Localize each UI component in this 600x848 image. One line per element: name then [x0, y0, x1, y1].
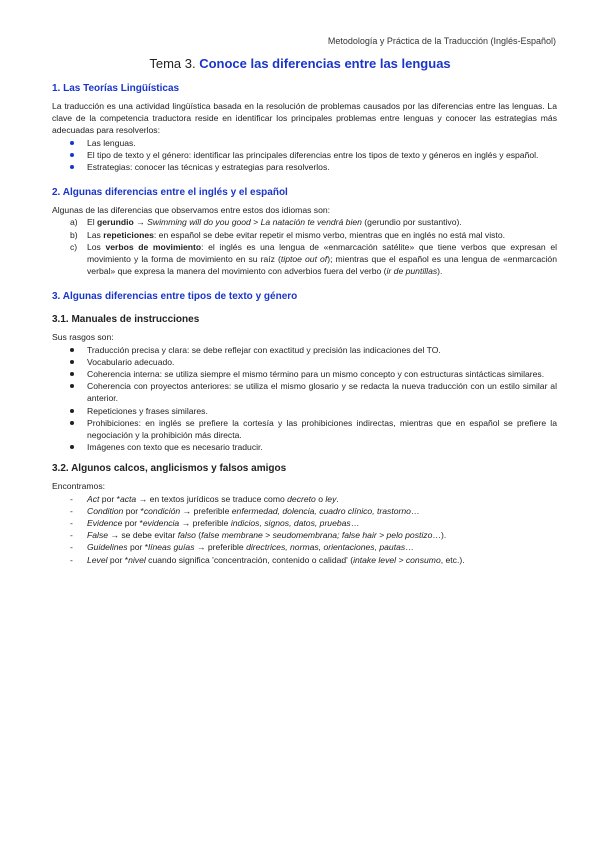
subsection-3-2-list	[52, 493, 557, 566]
text-run: .	[336, 493, 339, 504]
list-marker: -	[70, 542, 73, 553]
section-3-heading: 3. Algunas diferencias entre tipos de texto y género	[52, 291, 298, 303]
text-run: → preferible	[179, 518, 231, 529]
example-english: Swimming will do you good	[147, 217, 251, 228]
text-run: …	[405, 542, 414, 553]
text-run: Condition	[87, 505, 124, 516]
text-run: →	[133, 217, 148, 228]
list-item	[52, 493, 557, 505]
text-run: , etc.).	[440, 554, 465, 565]
text-run: → se debe evitar	[108, 530, 178, 541]
section-2-heading: 2. Algunas diferencias entre el inglés y el español	[52, 187, 288, 199]
subsection-3-2-heading: 3.2. Algunos calcos, anglicismos y falsos amigos	[52, 463, 287, 475]
list-item: El tipo de texto y el género: identificar las principales diferencias entre los tipos de texto y géneros en inglés y español.	[52, 149, 557, 161]
text-run: (	[195, 530, 202, 541]
text-run: intake level > consumo	[353, 554, 441, 565]
text-run: líneas guías	[148, 542, 195, 553]
list-marker: b)	[70, 229, 78, 240]
text-run: ley	[325, 493, 337, 504]
text-run: por *	[127, 542, 149, 553]
list-item: Traducción precisa y clara: se debe reflejar con exactitud y precisión las indicaciones del TO.	[52, 344, 557, 356]
list-marker: a)	[70, 217, 78, 228]
example-spanish: La natación te vendrá bien	[260, 217, 362, 228]
list-item: Coherencia interna: se utiliza siempre el mismo término para un mismo concepto y con estructuras sintácticas similares.	[52, 368, 557, 380]
text-run: ).	[437, 266, 443, 277]
text-run: por *	[122, 518, 143, 529]
example-english: tiptoe out of	[280, 254, 328, 265]
text-run: Los	[87, 241, 106, 252]
text-run: indicios, signos, datos, pruebas	[230, 518, 351, 529]
text-run: por *	[99, 493, 120, 504]
text-run: false membrane > seudomembrana; false hair > pelo postizo	[201, 530, 433, 541]
list-item: Coherencia con proyectos anteriores: se utiliza el mismo glosario y se redacta la nueva traducción con un estilo similar al anterior.	[52, 380, 557, 404]
text-run: Las	[87, 229, 104, 240]
list-marker: -	[70, 493, 73, 504]
list-item: Prohibiciones: en inglés se prefiere la cortesía y las prohibiciones indirectas, mientras que en español se prefiere la negociación y la prohibición más directa.	[52, 417, 557, 441]
title-emphasis: Conoce las diferencias entre las lenguas	[199, 56, 451, 71]
text-run: acta	[119, 493, 137, 504]
document-body	[52, 82, 557, 566]
list-marker: -	[70, 505, 73, 516]
text-run: …	[350, 518, 360, 529]
text-run: Level	[87, 554, 108, 565]
section-1-heading: 1. Las Teorías Lingüísticas	[52, 83, 180, 94]
list-item	[52, 505, 557, 517]
section-1-intro: La traducción es una actividad lingüística basada en la resolución de problemas causados por las diferencias entre las lenguas. La clave de la competencia traductora reside en identificar los principales problemas entre lenguas y conocer las estrategias más adecuadas para resolverlos:	[52, 101, 557, 136]
text-run: directrices, normas, orientaciones, pautas	[246, 542, 406, 553]
list-marker: c)	[70, 241, 78, 252]
bold-term: repeticiones	[103, 229, 154, 240]
section-1-list	[52, 137, 557, 174]
list-item	[52, 517, 557, 529]
list-item: Vocabulario adecuado.	[52, 356, 557, 368]
text-run: Act	[87, 493, 100, 504]
list-marker: -	[70, 554, 73, 565]
subsection-3-1-list	[52, 344, 557, 454]
list-item: Repeticiones y frases similares.	[52, 405, 557, 417]
text-run: (gerundio por sustantivo).	[361, 217, 462, 228]
list-item: Las lenguas.	[52, 137, 557, 149]
text-run: por *	[107, 554, 129, 565]
list-item	[52, 554, 557, 566]
list-marker: -	[70, 518, 73, 529]
text-run: : en español se debe evitar repetir el mismo verbo, mientras que en inglés no está mal visto.	[153, 229, 505, 240]
text-run: >	[250, 217, 261, 228]
text-run: cuando significa 'concentración, contenido o calidad' (	[145, 554, 354, 565]
list-item	[52, 229, 557, 241]
text-run: → preferible	[180, 505, 232, 516]
text-run: Guidelines	[87, 542, 128, 553]
text-run: condición	[143, 505, 181, 516]
list-item	[52, 241, 557, 278]
section-2-intro: Algunas de las diferencias que observamos entre estos dos idiomas son:	[52, 205, 331, 216]
text-run: → preferible	[194, 542, 247, 553]
list-item	[52, 216, 557, 228]
title-prefix: Tema 3.	[149, 56, 196, 71]
list-item	[52, 541, 557, 553]
example-spanish: ir de puntillas	[386, 266, 438, 277]
list-item	[52, 529, 557, 541]
list-item: Imágenes con texto que es necesario traducir.	[52, 441, 557, 453]
section-2-list	[52, 216, 557, 277]
list-marker: -	[70, 530, 73, 541]
text-run: → en textos jurídicos se traduce como	[136, 493, 288, 504]
list-item: Estrategias: conocer las técnicas y estrategias para resolverlos.	[52, 161, 557, 173]
text-run: decreto	[287, 493, 316, 504]
text-run: por *	[123, 505, 144, 516]
running-header: Metodología y Práctica de la Traducción (Inglés-Español)	[327, 36, 556, 46]
text-run: : el inglés es una lengua de «enmarcación satélite» que tiene verbos que expresan el movimiento y la forma de movimiento en su raíz (	[87, 241, 558, 265]
page-title	[0, 56, 600, 71]
text-run: o	[315, 493, 326, 504]
text-run: ); mientras que el español es una lengua de «enmarcación verbal» que expresa la manera del movimiento con adverbios fuera del verbo (	[87, 254, 557, 277]
subsection-3-1-intro: Sus rasgos son:	[52, 332, 114, 343]
subsection-3-1-heading: 3.1. Manuales de instrucciones	[52, 314, 200, 326]
text-run: enfermedad, dolencia, cuadro clínico, trastorno	[231, 505, 411, 516]
text-run: …).	[432, 530, 447, 541]
bold-term: verbos de movimiento	[105, 241, 202, 252]
text-run: evidencia	[142, 518, 180, 529]
text-run: falso	[177, 530, 196, 541]
text-run: nivel	[128, 554, 146, 565]
subsection-3-2-intro: Encontramos:	[52, 481, 106, 492]
bold-term: gerundio	[97, 217, 134, 228]
text-run: False	[87, 530, 109, 541]
text-run: …	[410, 505, 420, 516]
text-run: El	[87, 217, 98, 228]
text-run: Evidence	[87, 518, 123, 529]
